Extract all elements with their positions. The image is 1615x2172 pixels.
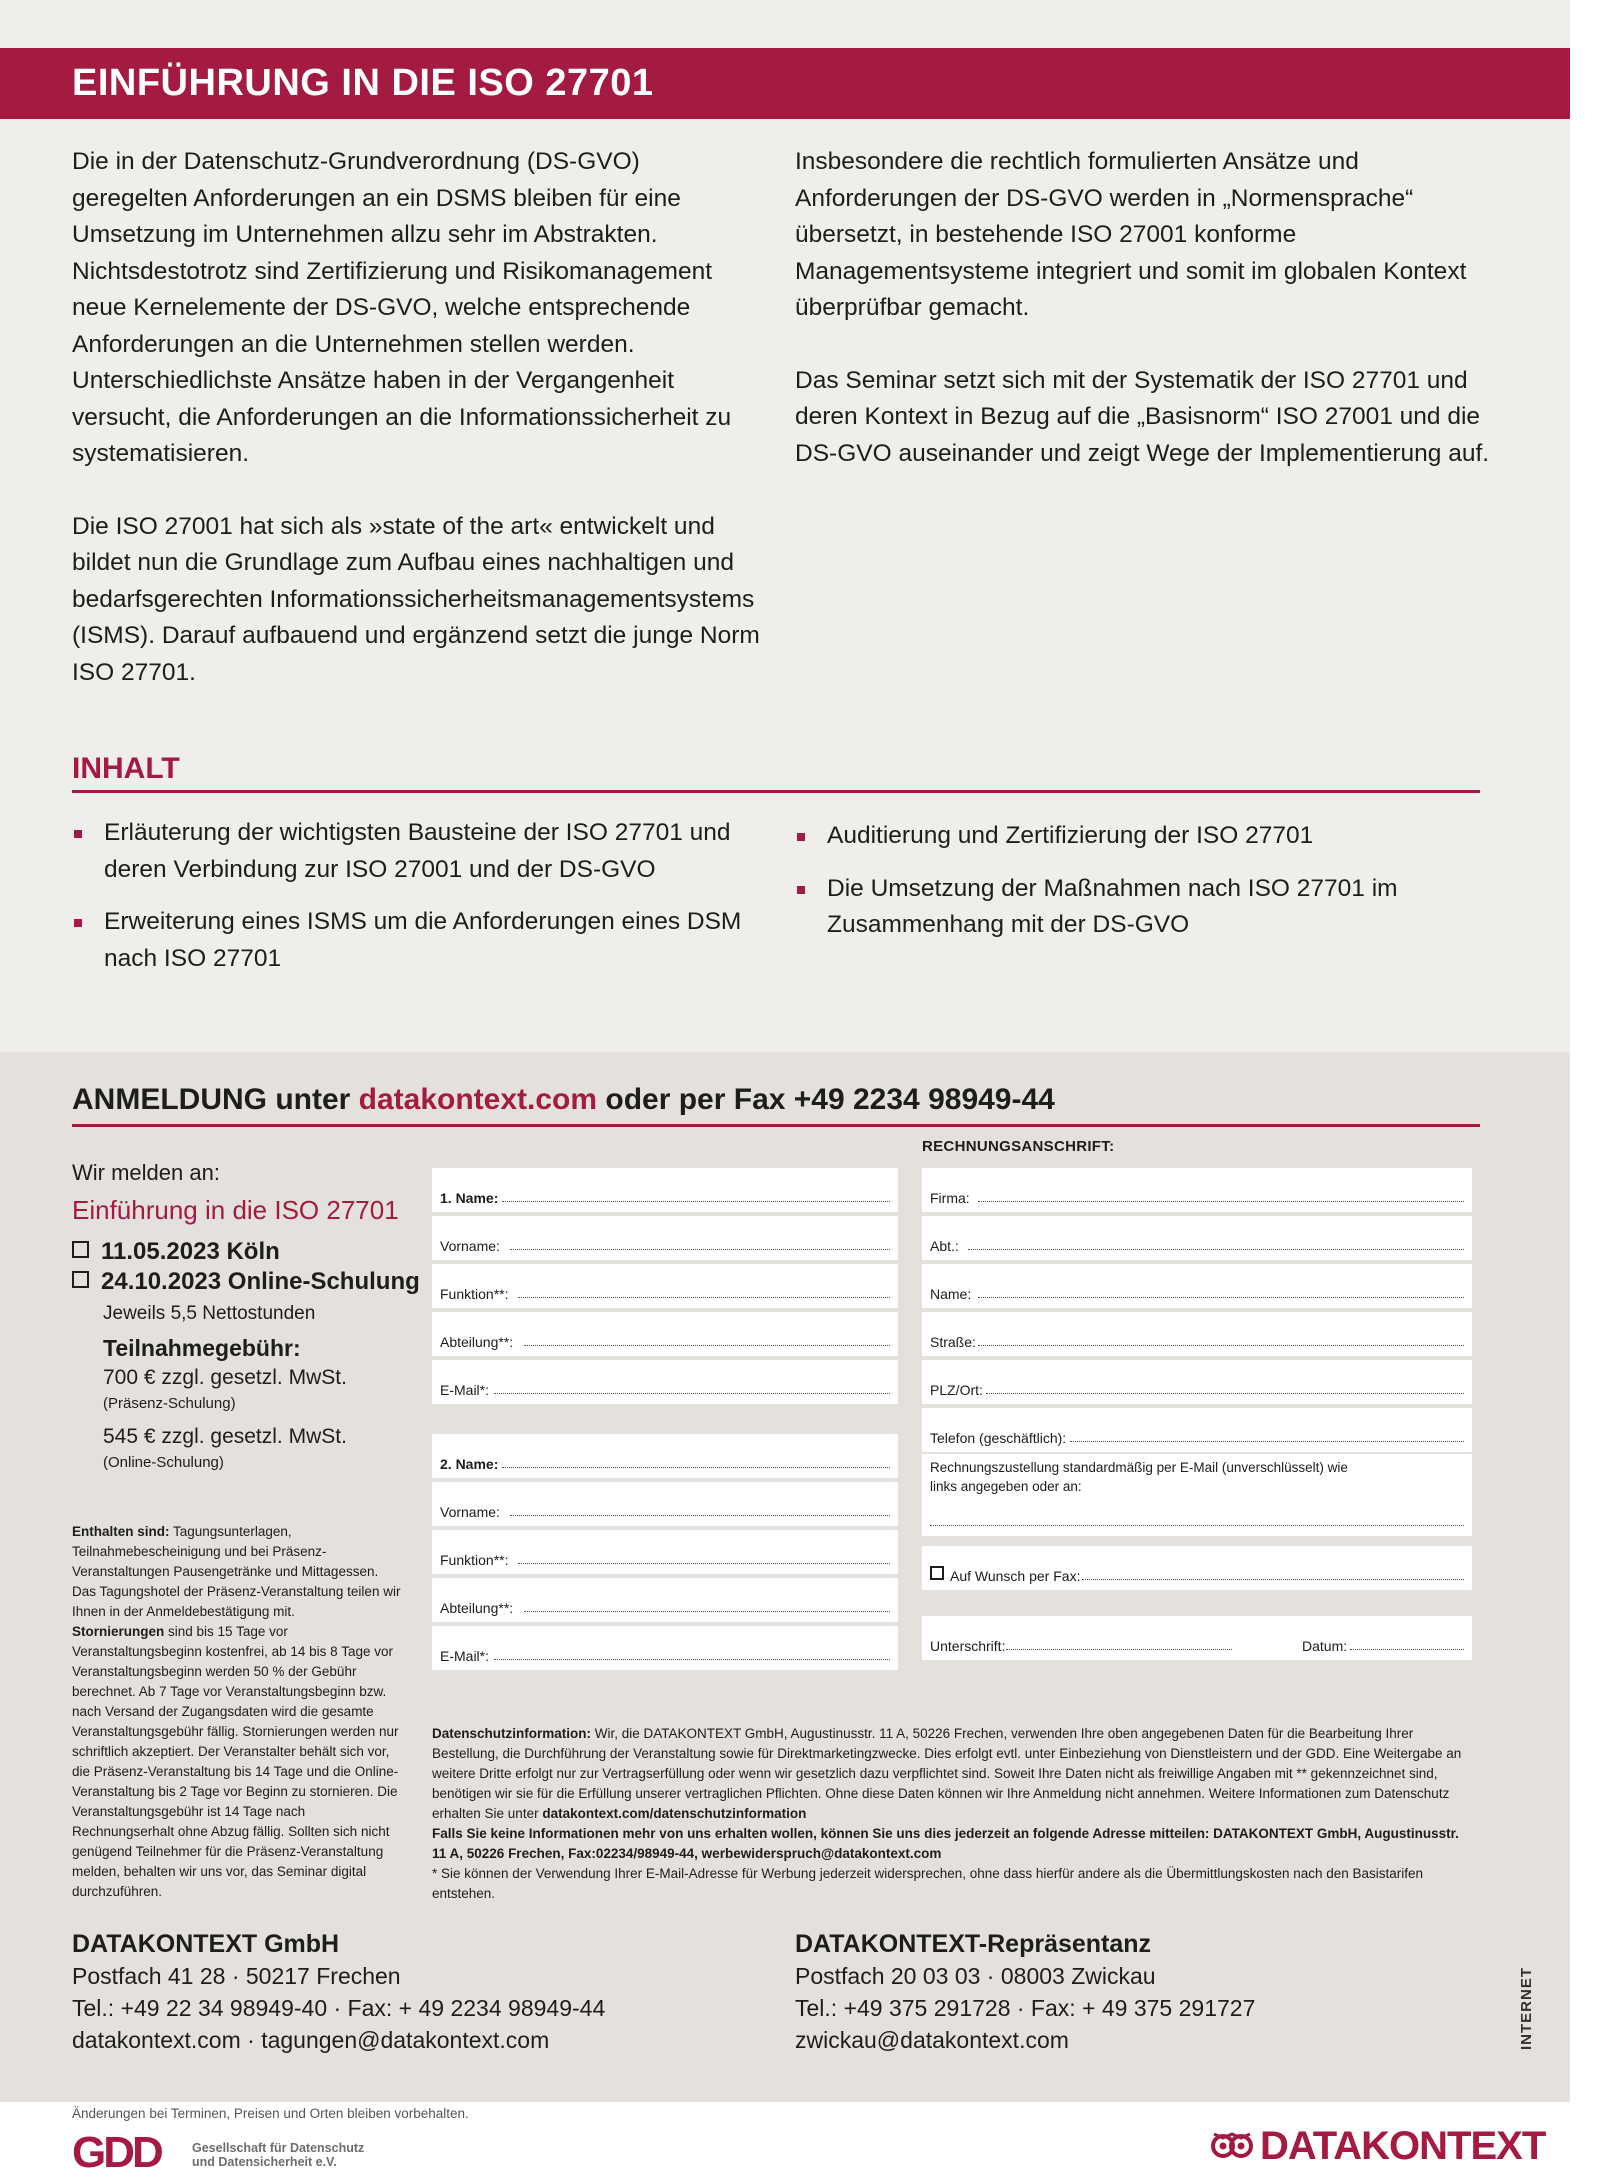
fee-presence-note: (Präsenz-Schulung): [103, 1395, 236, 1412]
terms-text: Enthalten sind: Tagungsunterlagen, Teilnahmebescheinigung und bei Präsenz-Veranstaltungen Pausengetränke und Mittagessen. Das Tagungshotel der Präsenz-Veranstaltung teilen wir Ihnen in der Anmeldebestätigung mit. Stornierungen sind bis 15 Tage vor Veranstaltungsbeginn kostenfrei, ab 14 bis 8 Tage vor Veranstaltungsbeginn werden 50 % der Gebühr berechnet. Ab 7 Tage vor Veranstaltungsbeginn bzw. nach Versand der Zugangsdaten wird die gesamte Veranstaltungsgebühr fällig. Stornierungen werden nur schriftlich akzeptiert. Der Veranstalter behält sich vor, die Präsenz-Veranstaltung bis 14 Tage und die Online-Veranstaltung bis 2 Tage vor Beginn zu stornieren. Die Veranstaltungsgebühr ist 14 Tage nach Rechnungserhalt ohne Abzug fällig. Sollten sich nicht genügend Teilnehmer für die Präsenz-Veranstaltung melden, behalten wir uns vor, das Seminar digital durchzuführen.: [72, 1524, 401, 1899]
owl-icon: [1210, 2124, 1254, 2168]
zip-city-field[interactable]: PLZ/Ort:: [922, 1360, 1472, 1404]
title-banner: [0, 48, 1570, 119]
page-title: EINFÜHRUNG IN DIE ISO 27701: [72, 62, 654, 104]
course-title: Einführung in die ISO 27701: [72, 1195, 399, 1225]
intro-paragraph: Die ISO 27001 hat sich als »state of the art« entwickelt und bildet nun die Grundlage zum Aufbau eines nachhaltigen und bedarfsgerechten Informationssicherheitsmanagementsystems (ISMS). Darauf aufbauend und ergänzend setzt die junge Norm ISO 27701.: [72, 512, 760, 686]
we-register-label: Wir melden an:: [72, 1160, 220, 1185]
intro-paragraph: Die in der Datenschutz-Grundverordnung (DS-GVO) geregelten Anforderungen an ein DSMS bleiben für eine Umsetzung im Unternehmen allzu sehr im Abstrakten. Nichtsdestotrotz sind Zertifizierung und Risikomanagement neue Kernelemente der DS-GVO, welche entsprechende Anforderungen an die Unternehmen stellen werden. Unterschiedlichste Ansätze haben in der Vergangenheit versucht, die Anforderungen an die Informationssicherheit zu systematisieren.: [72, 148, 732, 467]
fee-online-note: (Online-Schulung): [103, 1454, 224, 1471]
email1-field[interactable]: E-Mail*:: [432, 1360, 898, 1404]
contact-links[interactable]: datakontext.com · tagungen@datakontext.com: [72, 2027, 550, 2053]
fee-heading: Teilnahmegebühr:: [103, 1335, 301, 1361]
changes-note: Änderungen bei Terminen, Preisen und Orten bleiben vorbehalten.: [72, 2106, 469, 2121]
billing-email-field[interactable]: [922, 1454, 1472, 1536]
date-option-koeln[interactable]: 11.05.2023 Köln: [72, 1238, 280, 1266]
registration-divider: [72, 1124, 1480, 1127]
section-heading-inhalt: INHALT: [72, 752, 180, 785]
intro-paragraph: Das Seminar setzt sich mit der Systematik der ISO 27701 und deren Kontext in Bezug auf die „Basisnorm“ ISO 27001 und die DS-GVO auseinander und zeigt Wege der Implementierung auf.: [795, 366, 1490, 467]
billing-name-field[interactable]: Name:: [922, 1264, 1472, 1308]
content-list-left: [72, 815, 752, 993]
fee-online: 545 € zzgl. gesetzl. MwSt.: [103, 1425, 347, 1448]
list-item: Erweiterung eines ISMS um die Anforderungen eines DSM nach ISO 27701: [72, 904, 752, 977]
intro-paragraph: Insbesondere die rechtlich formulierten Ansätze und Anforderungen der DS-GVO werden in „Normensprache“ übersetzt, in bestehende ISO 27001 konforme Managementsysteme integriert und somit im globalen Kontext überprüfbar gemacht.: [795, 148, 1467, 321]
phone-field[interactable]: Telefon (geschäftlich):: [922, 1408, 1472, 1452]
list-item: Die Umsetzung der Maßnahmen nach ISO 27701 im Zusammenhang mit der DS-GVO: [795, 871, 1455, 944]
datakontext-logo: DATAKONTEXT: [1260, 2124, 1546, 2168]
firstname1-field[interactable]: Vorname:: [432, 1216, 898, 1260]
checkbox-icon[interactable]: [72, 1241, 89, 1258]
section-divider: [72, 790, 1480, 793]
intro-left-column: [72, 144, 762, 727]
privacy-link[interactable]: datakontext.com/datenschutzinformation: [542, 1806, 807, 1821]
address-zwickau: DATAKONTEXT-Repräsentanz Postfach 20 03 03 · 08003 Zwickau Tel.: +49 375 291728 · Fax: + 49 375 291727 zwickau@datakontext.com: [795, 1928, 1255, 2056]
billing-email-note: Rechnungszustellung standardmäßig per E-Mail (unverschlüsselt) wie links angegeben oder an:: [930, 1460, 1348, 1494]
content-list-right: [795, 818, 1455, 960]
name2-field[interactable]: 2. Name:: [432, 1434, 898, 1478]
fee-presence: 700 € zzgl. gesetzl. MwSt.: [103, 1366, 347, 1389]
gdd-logo: [72, 2132, 182, 2172]
company-field[interactable]: Firma:: [922, 1168, 1472, 1212]
email2-field[interactable]: E-Mail*:: [432, 1626, 898, 1670]
fax-checkbox-icon[interactable]: [930, 1566, 944, 1580]
name1-field[interactable]: 1. Name:: [432, 1168, 898, 1212]
checkbox-icon[interactable]: [72, 1271, 89, 1288]
intro-right-column: [795, 144, 1495, 508]
street-field[interactable]: Straße:: [922, 1312, 1472, 1356]
privacy-info: Datenschutzinformation: Wir, die DATAKONTEXT GmbH, Augustinusstr. 11 A, 50226 Frechen, verwenden Ihre oben angegebenen Daten für die Bearbeitung Ihrer Bestellung, die Durchführung der Veranstaltung sowie für Direktmarketingzwecke. Dies erfolgt evtl. unter Einbeziehung von Dienstleistern und der GDD. Eine Weitergabe an weitere Dritte erfolgt nur zur Vertragserfüllung oder wenn wir gesetzlich dazu verpflichtet sind. Soweit Ihre Daten nicht als freiwillige Angaben mit ** gekennzeichnet sind, benötigen wir sie für die Erfüllung unserer vertraglichen Pflichten. Ohne diese Daten können wir Ihre Anmeldung nicht annehmen. Weitere Informationen zum Datenschutz erhalten Sie unter datakontext.com/datenschutzinformation Falls Sie keine Informationen mehr von uns erhalten wollen, können Sie uns dies jederzeit an folgende Adresse mitteilen: DATAKONTEXT GmbH, Augustinusstr. 11 A, 50226 Frechen, Fax:02234/98949-44, werbewiderspruch@datakontext.com * Sie können der Verwendung Ihrer E-Mail-Adresse für Werbung jederzeit widersprechen, ohne dass hierfür andere als die Übermittlungskosten nach den Basistarifen entstehen.: [432, 1726, 1462, 1901]
registration-link[interactable]: datakontext.com: [358, 1083, 598, 1116]
contact-email[interactable]: zwickau@datakontext.com: [795, 2027, 1069, 2053]
date-option-online[interactable]: 24.10.2023 Online-Schulung: [72, 1268, 420, 1296]
department-field[interactable]: Abt.:: [922, 1216, 1472, 1260]
fax-option-field[interactable]: Auf Wunsch per Fax:: [922, 1546, 1472, 1590]
registration-heading: ANMELDUNG unter datakontext.com oder per Fax +49 2234 98949-44: [72, 1083, 1055, 1116]
address-frechen: DATAKONTEXT GmbH Postfach 41 28 · 50217 Frechen Tel.: +49 22 34 98949-40 · Fax: + 49 2234 98949-44 datakontext.com · tagungen@datakontext.com: [72, 1928, 605, 2056]
department2-field[interactable]: Abteilung**:: [432, 1578, 898, 1622]
list-item: Auditierung und Zertifizierung der ISO 27701: [795, 818, 1455, 855]
billing-heading: RECHNUNGSANSCHRIFT:: [922, 1138, 1115, 1155]
signature-field[interactable]: Unterschrift: Datum:: [922, 1616, 1472, 1660]
function1-field[interactable]: Funktion**:: [432, 1264, 898, 1308]
function2-field[interactable]: Funktion**:: [432, 1530, 898, 1574]
internet-label: INTERNET: [1518, 1967, 1535, 2050]
department1-field[interactable]: Abteilung**:: [432, 1312, 898, 1356]
gdd-name: Gesellschaft für Datenschutz und Datensicherheit e.V.: [192, 2141, 365, 2169]
hours-info: Jeweils 5,5 Nettostunden: [103, 1303, 316, 1324]
gdd-logo-text: GDD: [72, 2132, 161, 2172]
list-item: Erläuterung der wichtigsten Bausteine der ISO 27701 und deren Verbindung zur ISO 27001 und der DS-GVO: [72, 815, 752, 888]
firstname2-field[interactable]: Vorname:: [432, 1482, 898, 1526]
